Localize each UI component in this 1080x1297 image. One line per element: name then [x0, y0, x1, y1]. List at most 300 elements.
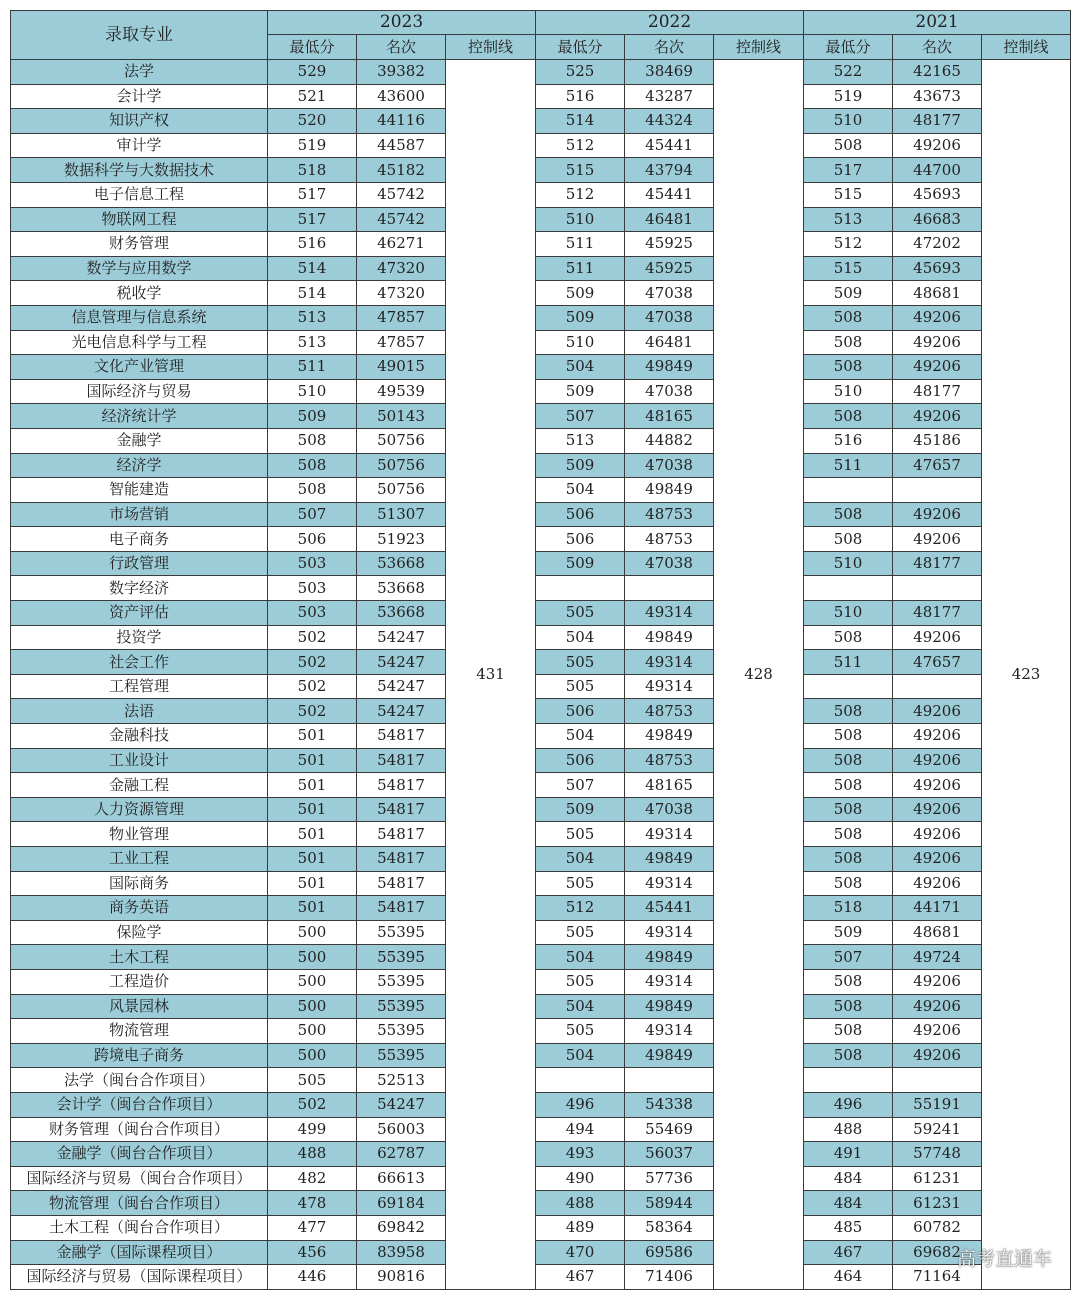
- min-score-cell: 508: [804, 871, 893, 896]
- min-score-cell: 516: [268, 232, 357, 257]
- min-score-cell: 496: [536, 1092, 625, 1117]
- table-row: [11, 1068, 1071, 1093]
- rank-cell: 48177: [893, 379, 982, 404]
- rank-header: 名次: [625, 35, 714, 60]
- table-row: [11, 84, 1071, 109]
- min-score-cell: 512: [536, 133, 625, 158]
- year-header-2022: 2022: [536, 11, 804, 35]
- rank-cell: 53668: [357, 601, 446, 626]
- min-score-cell: 504: [536, 355, 625, 380]
- min-score-cell: 507: [536, 404, 625, 429]
- major-name-cell: 数据科学与大数据技术: [11, 158, 268, 183]
- min-score-cell: 516: [536, 84, 625, 109]
- min-score-cell: 503: [268, 551, 357, 576]
- table-row: [11, 625, 1071, 650]
- min-score-cell: 512: [804, 232, 893, 257]
- min-score-cell: 488: [804, 1117, 893, 1142]
- table-row: [11, 305, 1071, 330]
- min-score-cell: 515: [804, 182, 893, 207]
- rank-cell: 69682: [893, 1240, 982, 1265]
- min-score-cell: 522: [804, 60, 893, 85]
- rank-cell: 54247: [357, 674, 446, 699]
- rank-cell: 69184: [357, 1191, 446, 1216]
- rank-cell: 56003: [357, 1117, 446, 1142]
- min-score-cell: 506: [536, 699, 625, 724]
- rank-cell: 54247: [357, 625, 446, 650]
- min-score-cell: 505: [536, 969, 625, 994]
- rank-cell: 49849: [625, 1043, 714, 1068]
- min-score-cell: 529: [268, 60, 357, 85]
- min-score-cell: 482: [268, 1166, 357, 1191]
- table-row: [11, 822, 1071, 847]
- major-name-cell: 电子商务: [11, 527, 268, 552]
- min-score-cell: 502: [268, 650, 357, 675]
- min-score-cell: 508: [804, 724, 893, 749]
- rank-cell: 66613: [357, 1166, 446, 1191]
- major-name-cell: 物流管理（闽台合作项目）: [11, 1191, 268, 1216]
- rank-cell: 49206: [893, 847, 982, 872]
- major-name-cell: 保险学: [11, 920, 268, 945]
- rank-cell: 49206: [893, 527, 982, 552]
- min-score-cell: 518: [804, 896, 893, 921]
- rank-cell: 43673: [893, 84, 982, 109]
- rank-cell: 48177: [893, 601, 982, 626]
- min-score-cell: 488: [268, 1142, 357, 1167]
- min-score-cell: 501: [268, 822, 357, 847]
- rank-cell: 50756: [357, 428, 446, 453]
- min-score-cell: 446: [268, 1265, 357, 1290]
- rank-cell: 49206: [893, 699, 982, 724]
- rank-cell: 47857: [357, 330, 446, 355]
- rank-cell: 48165: [625, 773, 714, 798]
- min-score-cell: 506: [536, 527, 625, 552]
- rank-cell: 45182: [357, 158, 446, 183]
- min-score-cell: 502: [268, 625, 357, 650]
- rank-cell: 54247: [357, 650, 446, 675]
- table-row: [11, 797, 1071, 822]
- min-score-cell: 501: [268, 773, 357, 798]
- min-score-cell: 507: [536, 773, 625, 798]
- table-row: [11, 945, 1071, 970]
- major-name-cell: 会计学: [11, 84, 268, 109]
- table-row: [11, 355, 1071, 380]
- major-name-cell: 工程造价: [11, 969, 268, 994]
- min-score-cell: 510: [536, 330, 625, 355]
- min-score-cell: 505: [536, 674, 625, 699]
- min-score-cell: 488: [536, 1191, 625, 1216]
- table-row: [11, 896, 1071, 921]
- rank-cell: 69842: [357, 1215, 446, 1240]
- min-score-cell: 514: [268, 256, 357, 281]
- control-line-cell: 423: [982, 60, 1071, 1290]
- table-row: [11, 502, 1071, 527]
- table-row: [11, 551, 1071, 576]
- min-score-cell: [804, 478, 893, 503]
- major-name-cell: 商务英语: [11, 896, 268, 921]
- rank-cell: 54817: [357, 871, 446, 896]
- min-score-cell: [804, 1068, 893, 1093]
- major-name-cell: 土木工程（闽台合作项目）: [11, 1215, 268, 1240]
- min-score-cell: 508: [268, 428, 357, 453]
- rank-cell: 48753: [625, 748, 714, 773]
- table-row: [11, 674, 1071, 699]
- min-score-cell: 501: [268, 847, 357, 872]
- min-score-header: 最低分: [268, 35, 357, 60]
- table-row: [11, 1166, 1071, 1191]
- table-row: [11, 453, 1071, 478]
- year-header-2023: 2023: [268, 11, 536, 35]
- table-row: [11, 281, 1071, 306]
- rank-cell: 61231: [893, 1166, 982, 1191]
- rank-cell: 49314: [625, 674, 714, 699]
- rank-cell: 71164: [893, 1265, 982, 1290]
- min-score-cell: 508: [804, 1019, 893, 1044]
- rank-cell: 60782: [893, 1215, 982, 1240]
- rank-cell: 49849: [625, 945, 714, 970]
- table-row: [11, 1142, 1071, 1167]
- rank-cell: 50756: [357, 453, 446, 478]
- rank-cell: 59241: [893, 1117, 982, 1142]
- rank-cell: 53668: [357, 576, 446, 601]
- table-row: [11, 748, 1071, 773]
- rank-cell: 44116: [357, 109, 446, 134]
- control-line-header: 控制线: [446, 35, 536, 60]
- rank-cell: 58944: [625, 1191, 714, 1216]
- min-score-cell: 503: [268, 601, 357, 626]
- min-score-cell: 504: [536, 945, 625, 970]
- rank-cell: 49206: [893, 797, 982, 822]
- major-name-cell: 审计学: [11, 133, 268, 158]
- table-row: [11, 182, 1071, 207]
- min-score-cell: 508: [268, 478, 357, 503]
- min-score-cell: 508: [804, 502, 893, 527]
- rank-cell: 55395: [357, 945, 446, 970]
- min-score-cell: 504: [536, 724, 625, 749]
- table-row: [11, 1240, 1071, 1265]
- min-score-cell: 477: [268, 1215, 357, 1240]
- rank-cell: 49206: [893, 133, 982, 158]
- min-score-cell: 509: [804, 920, 893, 945]
- min-score-cell: 508: [804, 994, 893, 1019]
- min-score-cell: 509: [536, 305, 625, 330]
- major-name-cell: 信息管理与信息系统: [11, 305, 268, 330]
- major-name-cell: 财务管理: [11, 232, 268, 257]
- rank-cell: 49849: [625, 478, 714, 503]
- min-score-cell: 511: [804, 453, 893, 478]
- rank-cell: 49314: [625, 1019, 714, 1044]
- min-score-cell: 512: [536, 896, 625, 921]
- min-score-cell: 467: [804, 1240, 893, 1265]
- rank-cell: 61231: [893, 1191, 982, 1216]
- rank-cell: 48753: [625, 699, 714, 724]
- rank-cell: 48681: [893, 920, 982, 945]
- rank-cell: [893, 478, 982, 503]
- major-name-cell: 财务管理（闽台合作项目）: [11, 1117, 268, 1142]
- min-score-cell: 501: [268, 871, 357, 896]
- major-name-cell: 会计学（闽台合作项目）: [11, 1092, 268, 1117]
- min-score-cell: 513: [536, 428, 625, 453]
- rank-cell: 45693: [893, 182, 982, 207]
- rank-cell: 47038: [625, 551, 714, 576]
- min-score-cell: [536, 576, 625, 601]
- min-score-cell: 505: [536, 871, 625, 896]
- min-score-cell: 500: [268, 945, 357, 970]
- min-score-cell: 491: [804, 1142, 893, 1167]
- rank-cell: 47202: [893, 232, 982, 257]
- min-score-cell: 508: [804, 822, 893, 847]
- rank-cell: 43600: [357, 84, 446, 109]
- min-score-cell: 516: [804, 428, 893, 453]
- min-score-cell: 505: [536, 920, 625, 945]
- min-score-cell: 525: [536, 60, 625, 85]
- rank-cell: 47320: [357, 256, 446, 281]
- major-name-cell: 工业工程: [11, 847, 268, 872]
- min-score-cell: 508: [804, 699, 893, 724]
- major-name-cell: 金融学（国际课程项目）: [11, 1240, 268, 1265]
- min-score-cell: 456: [268, 1240, 357, 1265]
- min-score-cell: 513: [804, 207, 893, 232]
- rank-cell: 47038: [625, 305, 714, 330]
- rank-cell: 54817: [357, 773, 446, 798]
- rank-cell: [893, 576, 982, 601]
- min-score-cell: 496: [804, 1092, 893, 1117]
- rank-cell: 51307: [357, 502, 446, 527]
- rank-cell: 49206: [893, 330, 982, 355]
- table-row: [11, 330, 1071, 355]
- rank-cell: 49849: [625, 847, 714, 872]
- min-score-cell: 513: [268, 330, 357, 355]
- min-score-cell: 490: [536, 1166, 625, 1191]
- min-score-cell: 504: [536, 1043, 625, 1068]
- min-score-cell: 504: [536, 478, 625, 503]
- table-row: [11, 601, 1071, 626]
- rank-cell: 49314: [625, 920, 714, 945]
- rank-cell: 44587: [357, 133, 446, 158]
- rank-cell: 47857: [357, 305, 446, 330]
- rank-cell: 49206: [893, 871, 982, 896]
- rank-cell: 50143: [357, 404, 446, 429]
- control-line-header: 控制线: [714, 35, 804, 60]
- min-score-cell: 508: [804, 404, 893, 429]
- min-score-cell: 518: [268, 158, 357, 183]
- rank-cell: 45693: [893, 256, 982, 281]
- rank-header: 名次: [357, 35, 446, 60]
- table-row: [11, 60, 1071, 85]
- rank-cell: 48177: [893, 109, 982, 134]
- table-row: [11, 1191, 1071, 1216]
- min-score-cell: 499: [268, 1117, 357, 1142]
- min-score-cell: 501: [268, 896, 357, 921]
- rank-cell: 47657: [893, 453, 982, 478]
- major-name-cell: 经济学: [11, 453, 268, 478]
- table-row: [11, 871, 1071, 896]
- rank-cell: 54817: [357, 797, 446, 822]
- min-score-cell: 494: [536, 1117, 625, 1142]
- min-score-cell: 510: [536, 207, 625, 232]
- min-score-cell: 511: [536, 256, 625, 281]
- min-score-cell: 507: [268, 502, 357, 527]
- min-score-cell: 510: [804, 109, 893, 134]
- rank-cell: 58364: [625, 1215, 714, 1240]
- rank-cell: [893, 1068, 982, 1093]
- min-score-cell: 484: [804, 1191, 893, 1216]
- rank-cell: 45742: [357, 182, 446, 207]
- min-score-cell: 505: [536, 1019, 625, 1044]
- major-name-cell: 物流管理: [11, 1019, 268, 1044]
- rank-cell: 47320: [357, 281, 446, 306]
- rank-cell: 49206: [893, 822, 982, 847]
- control-line-cell: 431: [446, 60, 536, 1290]
- major-name-cell: 经济统计学: [11, 404, 268, 429]
- min-score-cell: 509: [268, 404, 357, 429]
- min-score-cell: 504: [536, 994, 625, 1019]
- rank-cell: [625, 576, 714, 601]
- min-score-cell: 514: [268, 281, 357, 306]
- rank-cell: 54817: [357, 896, 446, 921]
- rank-cell: 49206: [893, 305, 982, 330]
- min-score-cell: 508: [804, 748, 893, 773]
- rank-header: 名次: [893, 35, 982, 60]
- rank-cell: 49206: [893, 748, 982, 773]
- min-score-header: 最低分: [536, 35, 625, 60]
- table-row: [11, 994, 1071, 1019]
- min-score-cell: 500: [268, 994, 357, 1019]
- table-row: [11, 109, 1071, 134]
- rank-cell: 49206: [893, 773, 982, 798]
- major-name-cell: 工业设计: [11, 748, 268, 773]
- major-name-cell: 法学: [11, 60, 268, 85]
- control-line-cell: 428: [714, 60, 804, 1290]
- rank-cell: 46481: [625, 207, 714, 232]
- major-name-cell: 社会工作: [11, 650, 268, 675]
- major-name-cell: 法学（闽台合作项目）: [11, 1068, 268, 1093]
- table-row: [11, 527, 1071, 552]
- rank-cell: 54817: [357, 724, 446, 749]
- table-row: [11, 1215, 1071, 1240]
- min-score-cell: 508: [804, 625, 893, 650]
- rank-cell: 39382: [357, 60, 446, 85]
- rank-cell: 49206: [893, 969, 982, 994]
- rank-cell: [625, 1068, 714, 1093]
- rank-cell: 45925: [625, 232, 714, 257]
- major-name-cell: 智能建造: [11, 478, 268, 503]
- rank-cell: 49206: [893, 502, 982, 527]
- watermark: 高考直通车: [956, 1248, 1052, 1270]
- min-score-cell: 508: [804, 355, 893, 380]
- rank-cell: 57748: [893, 1142, 982, 1167]
- major-name-cell: 国际经济与贸易（国际课程项目）: [11, 1265, 268, 1290]
- major-name-cell: 文化产业管理: [11, 355, 268, 380]
- major-name-cell: 金融工程: [11, 773, 268, 798]
- min-score-cell: [804, 576, 893, 601]
- table-row: [11, 773, 1071, 798]
- major-name-cell: 市场营销: [11, 502, 268, 527]
- min-score-cell: 508: [804, 797, 893, 822]
- major-name-cell: 风景园林: [11, 994, 268, 1019]
- min-score-cell: 520: [268, 109, 357, 134]
- min-score-cell: 508: [804, 527, 893, 552]
- rank-cell: 52513: [357, 1068, 446, 1093]
- rank-cell: 46271: [357, 232, 446, 257]
- major-name-cell: 金融学: [11, 428, 268, 453]
- major-name-cell: 知识产权: [11, 109, 268, 134]
- rank-cell: 48753: [625, 502, 714, 527]
- rank-cell: 49849: [625, 724, 714, 749]
- min-score-cell: 508: [804, 305, 893, 330]
- table-row: [11, 1117, 1071, 1142]
- min-score-cell: 519: [804, 84, 893, 109]
- major-name-cell: 数字经济: [11, 576, 268, 601]
- major-name-cell: 行政管理: [11, 551, 268, 576]
- min-score-cell: 510: [804, 379, 893, 404]
- min-score-cell: 478: [268, 1191, 357, 1216]
- table-row: [11, 158, 1071, 183]
- major-name-cell: 人力资源管理: [11, 797, 268, 822]
- rank-cell: 47657: [893, 650, 982, 675]
- min-score-cell: 508: [804, 330, 893, 355]
- min-score-cell: 509: [536, 797, 625, 822]
- min-score-cell: 509: [536, 551, 625, 576]
- rank-cell: 57736: [625, 1166, 714, 1191]
- rank-cell: 50756: [357, 478, 446, 503]
- table-row: [11, 920, 1071, 945]
- rank-cell: 55395: [357, 1019, 446, 1044]
- table-row: [11, 724, 1071, 749]
- rank-cell: 55395: [357, 1043, 446, 1068]
- major-name-cell: 金融科技: [11, 724, 268, 749]
- min-score-cell: 502: [268, 699, 357, 724]
- rank-cell: 54817: [357, 847, 446, 872]
- major-name-cell: 法语: [11, 699, 268, 724]
- min-score-header: 最低分: [804, 35, 893, 60]
- rank-cell: 49849: [625, 355, 714, 380]
- min-score-cell: 519: [268, 133, 357, 158]
- min-score-cell: 514: [536, 109, 625, 134]
- min-score-cell: 467: [536, 1265, 625, 1290]
- min-score-cell: 508: [268, 453, 357, 478]
- table-row: [11, 379, 1071, 404]
- rank-cell: 49849: [625, 994, 714, 1019]
- min-score-cell: 501: [268, 797, 357, 822]
- rank-cell: 49314: [625, 822, 714, 847]
- min-score-cell: 511: [804, 650, 893, 675]
- table-row: [11, 428, 1071, 453]
- min-score-cell: 508: [804, 969, 893, 994]
- min-score-cell: 505: [536, 650, 625, 675]
- rank-cell: 49206: [893, 355, 982, 380]
- rank-cell: [893, 674, 982, 699]
- rank-cell: 49539: [357, 379, 446, 404]
- min-score-cell: 500: [268, 920, 357, 945]
- min-score-cell: 500: [268, 969, 357, 994]
- control-line-header: 控制线: [982, 35, 1071, 60]
- rank-cell: 45925: [625, 256, 714, 281]
- rank-cell: 53668: [357, 551, 446, 576]
- rank-cell: 54817: [357, 822, 446, 847]
- min-score-cell: [804, 674, 893, 699]
- rank-cell: 45742: [357, 207, 446, 232]
- rank-cell: 49314: [625, 969, 714, 994]
- rank-cell: 49314: [625, 601, 714, 626]
- rank-cell: 44171: [893, 896, 982, 921]
- rank-cell: 49314: [625, 871, 714, 896]
- major-name-cell: 国际经济与贸易: [11, 379, 268, 404]
- rank-cell: 47038: [625, 281, 714, 306]
- rank-cell: 83958: [357, 1240, 446, 1265]
- min-score-cell: 515: [804, 256, 893, 281]
- rank-cell: 49206: [893, 404, 982, 429]
- major-name-cell: 物业管理: [11, 822, 268, 847]
